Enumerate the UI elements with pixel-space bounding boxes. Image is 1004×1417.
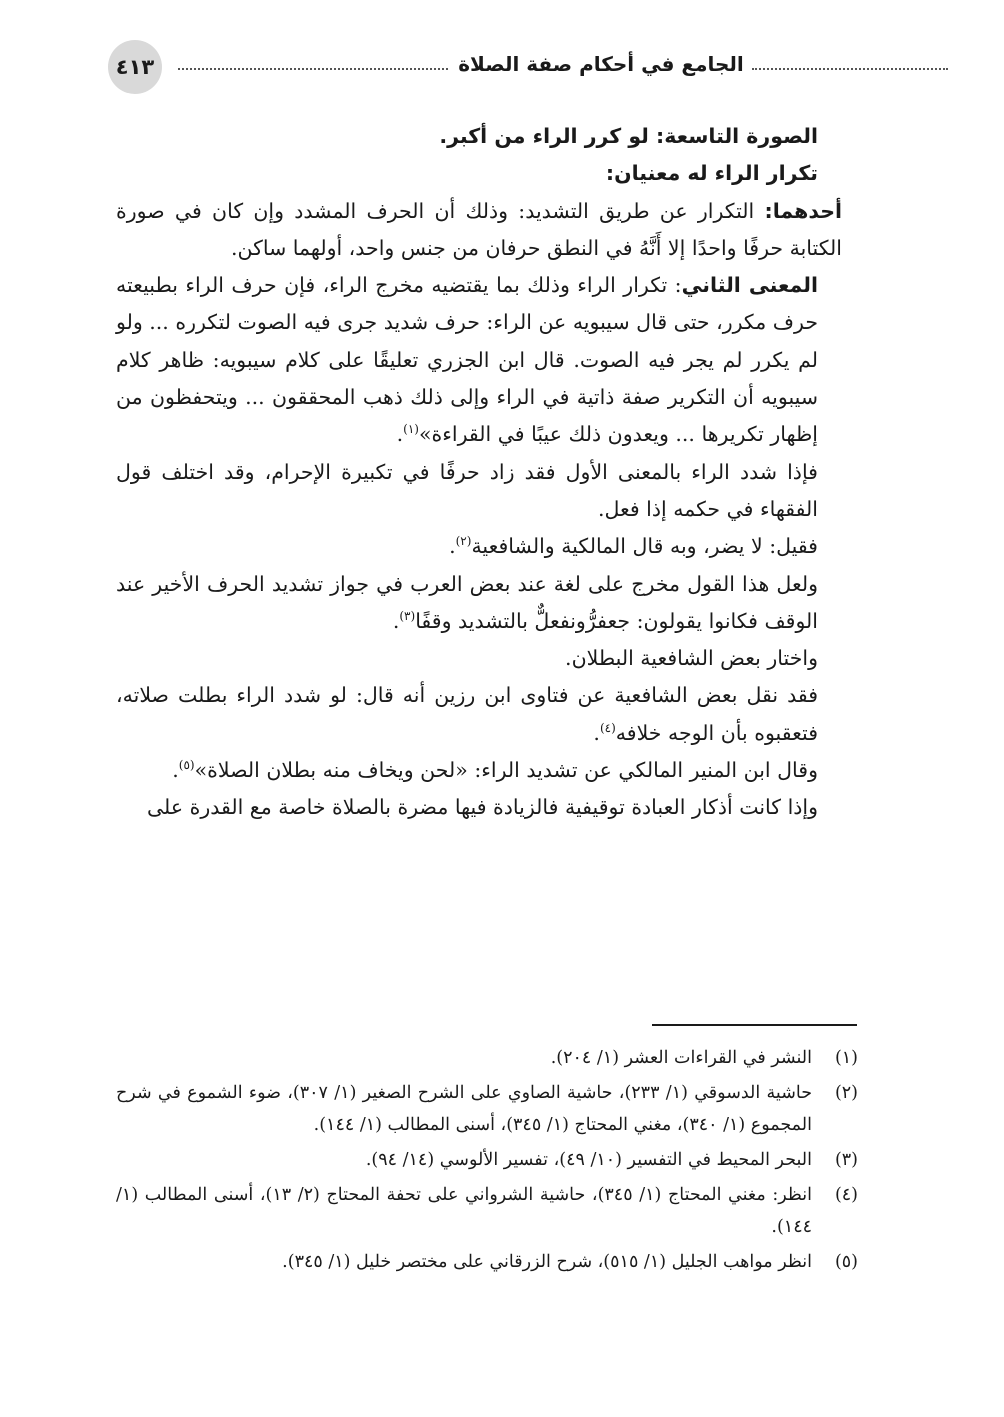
header-dotted-leader: [752, 68, 948, 70]
footnote: [116, 1179, 858, 1243]
footnote-ref: (١): [403, 422, 419, 437]
page-number: ٤١٣: [108, 40, 162, 94]
paragraph: فإذا شدد الراء بالمعنى الأول فقد زاد حرفًا في تكبيرة الإحرام، وقد اختلف قول الفقهاء في حكمه إذا فعل.: [116, 459, 818, 521]
footnote-number: (٥): [834, 1252, 858, 1272]
footnote-number: (٢): [834, 1083, 858, 1103]
footnote: [116, 1144, 858, 1176]
paragraph: واختار بعض الشافعية البطلان.: [565, 646, 818, 671]
footnote: [116, 1246, 858, 1278]
footnote-separator: [652, 1024, 857, 1026]
paragraph-lead: المعنى الثاني: [681, 273, 818, 298]
footnote-text: البحر المحيط في التفسير (١٠/ ٤٩)، تفسير الألوسي (١٤/ ٩٤).: [365, 1150, 812, 1170]
footnote: [116, 1042, 858, 1074]
footnote-ref: (٤): [599, 720, 616, 735]
running-title: الجامع في أحكام صفة الصلاة: [458, 52, 744, 76]
page-header: [108, 40, 848, 96]
paragraph: فقد نقل بعض الشافعية عن فتاوى ابن رزين أنه قال: لو شدد الراء بطلت صلاته، فتعقبوه بأن الوجه خلافه$^{(٤)}$.: [116, 683, 818, 745]
subheading: تكرار الراء له معنيان:: [605, 161, 818, 186]
footnote-text: النشر في القراءات العشر (١/ ٢٠٤).: [550, 1048, 812, 1068]
footnote-number: (٣): [834, 1150, 858, 1170]
header-dotted-leader: [178, 68, 448, 70]
paragraph: المعنى الثاني: تكرار الراء وذلك بما يقتضيه مخرج الراء، فإن حرف الراء بطبيعته حرف مكرر، حتى قال سيبويه عن الراء: حرف شديد جرى فيه الصوت لتكرره ... ولو لم يكرر لم يجر فيه الصوت. قال ابن الجزري تعليقًا على كلام سيبويه: ظاهر كلام سيبويه أن التكرير صفة ذاتية في الراء وإلى ذلك ذهب المحققون ... ويتحفظون من إظهار تكريرها ... ويعدون ذلك عيبًا في القراءة»$^{(١)}$.: [116, 273, 818, 447]
footnote: [116, 1077, 858, 1141]
paragraph: ولعل هذا القول مخرج على لغة عند بعض العرب في جواز تشديد الحرف الأخير عند الوقف فكانوا يقولون: جعفرُّونفعلٌّ بالتشديد وقفًا$^{(٣)}$.: [116, 571, 818, 633]
section-heading: الصورة التاسعة: لو كرر الراء من أكبر.: [439, 124, 818, 148]
footnote-number: (٤): [834, 1185, 858, 1205]
footnote-number: (١): [834, 1048, 858, 1068]
footnote-ref: (٥): [178, 758, 195, 773]
body-text: [116, 118, 842, 827]
paragraph: فقيل: لا يضر، وبه قال المالكية والشافعية$^{(٢)}$.: [449, 534, 818, 559]
paragraph-lead: أحدهما:: [764, 198, 842, 223]
footnote-text: انظر مواهب الجليل (١/ ٥١٥)، شرح الزرقاني على مختصر خليل (١/ ٣٤٥).: [282, 1252, 812, 1272]
footnotes: [116, 1042, 858, 1281]
footnote-text: انظر: مغني المحتاج (١/ ٣٤٥)، حاشية الشرواني على تحفة المحتاج (٢/ ١٣)، أسنى المطالب (١/ ١٤٤).: [116, 1185, 812, 1237]
footnote-ref: (٢): [455, 534, 472, 549]
paragraph: وإذا كانت أذكار العبادة توقيفية فالزيادة فيها مضرة بالصلاة خاصة مع القدرة على: [146, 795, 818, 820]
footnote-text: حاشية الدسوقي (١/ ٢٣٣)، حاشية الصاوي على الشرح الصغير (١/ ٣٠٧)، ضوء الشموع في شرح المجموع (١/ ٣٤٠)، مغني المحتاج (١/ ٣٤٥)، أسنى المطالب (١/ ١٤٤).: [116, 1083, 813, 1135]
paragraph: أحدهما: التكرار عن طريق التشديد: وذلك أن الحرف المشدد وإن كان في صورة الكتابة حرفًا واحدًا إلا أَنَّهُ في النطق حرفان من جنس واحد، أولهما ساكن.: [116, 198, 842, 260]
footnote-ref: (٣): [399, 609, 416, 624]
paragraph: وقال ابن المنير المالكي عن تشديد الراء: «لحن ويخاف منه بطلان الصلاة»$^{(٥)}$.: [172, 758, 818, 783]
